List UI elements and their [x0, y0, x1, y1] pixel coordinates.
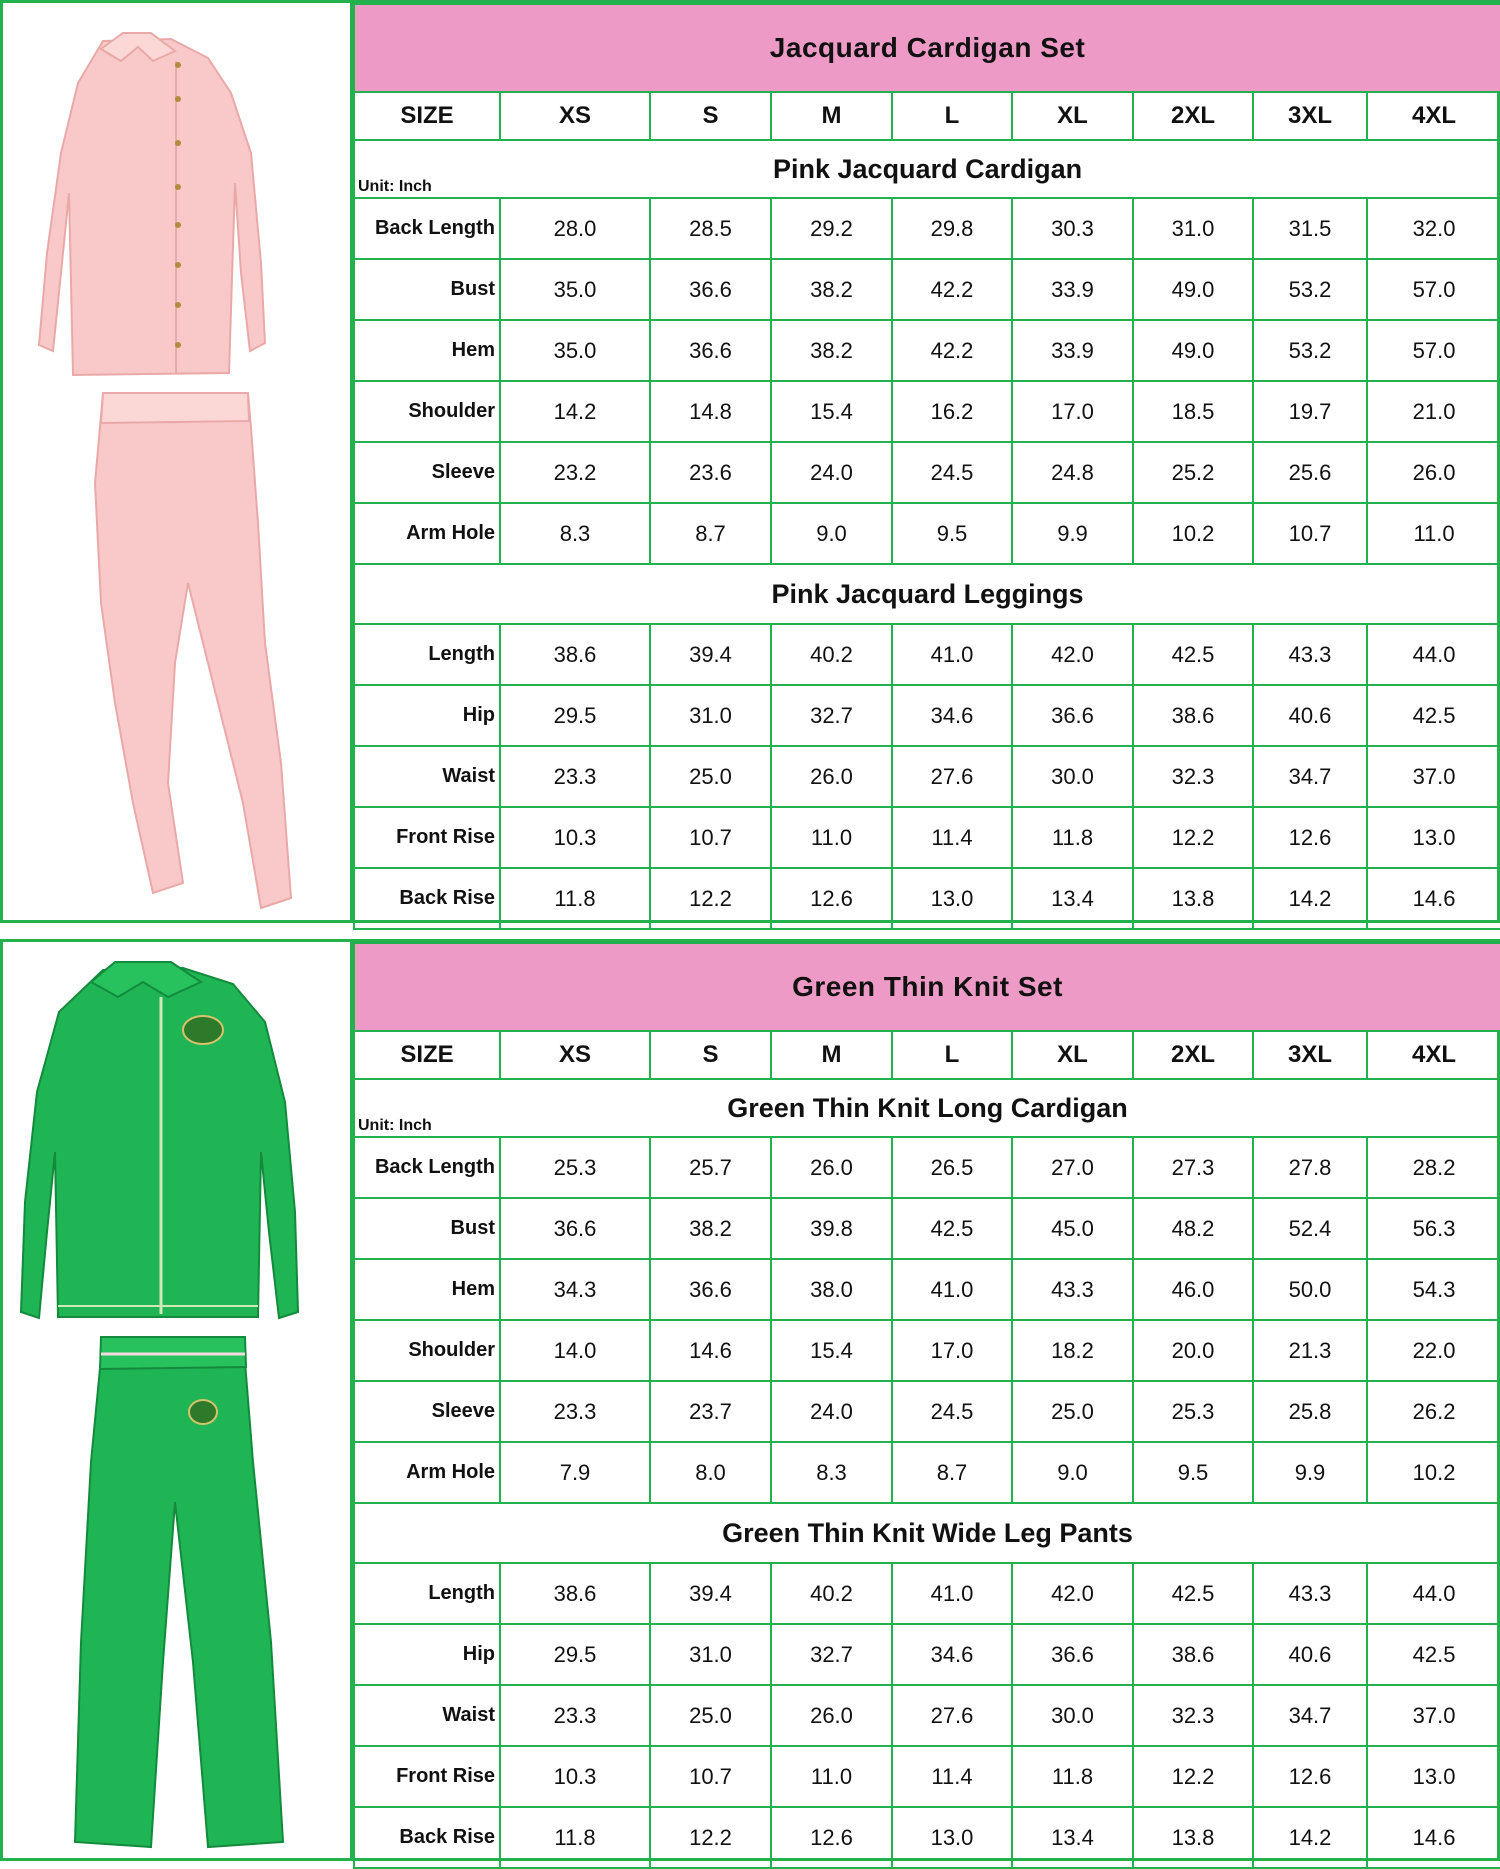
measurement-cell: 14.2 — [1253, 1807, 1367, 1868]
row-label: Shoulder — [354, 381, 500, 442]
measurement-cell: 23.3 — [500, 1381, 650, 1442]
measurement-cell: 11.8 — [500, 868, 650, 929]
measurement-cell: 25.3 — [1133, 1381, 1253, 1442]
measurement-cell: 54.3 — [1367, 1259, 1500, 1320]
measurement-cell: 35.0 — [500, 320, 650, 381]
measurement-cell: 10.7 — [1253, 503, 1367, 564]
measurement-cell: 14.2 — [1253, 868, 1367, 929]
section-name: Green Thin Knit Long Cardigan — [727, 1092, 1128, 1123]
measurement-cell: 35.0 — [500, 259, 650, 320]
size-header: 2XL — [1133, 1031, 1253, 1079]
table-row — [354, 1624, 1500, 1685]
measurement-cell: 10.2 — [1133, 503, 1253, 564]
row-label: Back Length — [354, 198, 500, 259]
table-row — [354, 259, 1500, 320]
measurement-cell: 36.6 — [650, 259, 771, 320]
size-header: S — [650, 92, 771, 140]
measurement-cell: 31.0 — [650, 685, 771, 746]
measurement-cell: 24.0 — [771, 442, 892, 503]
row-label: Arm Hole — [354, 1442, 500, 1503]
measurement-cell: 11.0 — [1367, 503, 1500, 564]
measurement-cell: 38.0 — [771, 1259, 892, 1320]
size-header: M — [771, 1031, 892, 1079]
measurement-cell: 24.5 — [892, 1381, 1012, 1442]
measurement-cell: 14.8 — [650, 381, 771, 442]
measurement-cell: 41.0 — [892, 624, 1012, 685]
measurement-cell: 30.0 — [1012, 746, 1133, 807]
table-row — [354, 1198, 1500, 1259]
measurement-cell: 33.9 — [1012, 259, 1133, 320]
measurement-cell: 9.5 — [892, 503, 1012, 564]
product-images-pink — [3, 3, 353, 920]
size-header: 3XL — [1253, 1031, 1367, 1079]
measurement-cell: 9.9 — [1253, 1442, 1367, 1503]
measurement-cell: 13.8 — [1133, 1807, 1253, 1868]
measurement-cell: 9.9 — [1012, 503, 1133, 564]
measurement-cell: 34.3 — [500, 1259, 650, 1320]
measurement-cell: 42.5 — [892, 1198, 1012, 1259]
table-row — [354, 1685, 1500, 1746]
measurement-cell: 13.0 — [1367, 1746, 1500, 1807]
measurement-cell: 24.5 — [892, 442, 1012, 503]
measurement-cell: 27.6 — [892, 746, 1012, 807]
size-header: M — [771, 92, 892, 140]
measurement-cell: 8.3 — [771, 1442, 892, 1503]
measurement-cell: 25.0 — [650, 746, 771, 807]
measurement-cell: 21.0 — [1367, 381, 1500, 442]
measurement-cell: 36.6 — [650, 320, 771, 381]
measurement-cell: 14.6 — [1367, 868, 1500, 929]
table-row — [354, 868, 1500, 929]
measurement-cell: 13.0 — [1367, 807, 1500, 868]
size-header: L — [892, 1031, 1012, 1079]
row-label: Arm Hole — [354, 503, 500, 564]
size-header: 3XL — [1253, 92, 1367, 140]
measurement-cell: 13.0 — [892, 1807, 1012, 1868]
measurement-cell: 10.7 — [650, 1746, 771, 1807]
crest-icon — [189, 1400, 217, 1424]
measurement-cell: 29.5 — [500, 1624, 650, 1685]
size-header: 4XL — [1367, 92, 1500, 140]
measurement-cell: 40.2 — [771, 624, 892, 685]
measurement-cell: 43.3 — [1253, 1563, 1367, 1624]
measurement-cell: 34.7 — [1253, 1685, 1367, 1746]
table-row — [354, 381, 1500, 442]
table-row — [354, 1320, 1500, 1381]
unit-label: Unit: Inch — [358, 1117, 432, 1134]
measurement-cell: 36.6 — [1012, 685, 1133, 746]
measurement-cell: 32.3 — [1133, 746, 1253, 807]
measurement-cell: 38.6 — [500, 1563, 650, 1624]
measurement-cell: 31.0 — [1133, 198, 1253, 259]
size-table — [353, 942, 1500, 1869]
measurement-cell: 40.6 — [1253, 1624, 1367, 1685]
measurement-cell: 15.4 — [771, 381, 892, 442]
measurement-cell: 39.8 — [771, 1198, 892, 1259]
measurement-cell: 56.3 — [1367, 1198, 1500, 1259]
measurement-cell: 18.5 — [1133, 381, 1253, 442]
measurement-cell: 37.0 — [1367, 746, 1500, 807]
measurement-cell: 12.2 — [1133, 1746, 1253, 1807]
measurement-cell: 14.2 — [500, 381, 650, 442]
size-header: 2XL — [1133, 92, 1253, 140]
measurement-cell: 26.0 — [771, 1137, 892, 1198]
pink-cardigan-image — [39, 33, 265, 375]
section-name: Pink Jacquard Cardigan — [773, 153, 1083, 184]
measurement-cell: 10.2 — [1367, 1442, 1500, 1503]
size-header: L — [892, 92, 1012, 140]
section-title — [354, 140, 1500, 198]
measurement-cell: 42.2 — [892, 259, 1012, 320]
measurement-cell: 43.3 — [1253, 624, 1367, 685]
measurement-cell: 26.0 — [771, 746, 892, 807]
measurement-cell: 32.7 — [771, 685, 892, 746]
measurement-cell: 49.0 — [1133, 320, 1253, 381]
measurement-cell: 53.2 — [1253, 259, 1367, 320]
measurement-cell: 12.2 — [650, 1807, 771, 1868]
measurement-cell: 31.0 — [650, 1624, 771, 1685]
measurement-cell: 32.3 — [1133, 1685, 1253, 1746]
measurement-cell: 16.2 — [892, 381, 1012, 442]
measurement-cell: 34.6 — [892, 685, 1012, 746]
measurement-cell: 19.7 — [1253, 381, 1367, 442]
measurement-cell: 13.8 — [1133, 868, 1253, 929]
measurement-cell: 9.0 — [1012, 1442, 1133, 1503]
measurement-cell: 23.7 — [650, 1381, 771, 1442]
measurement-cell: 57.0 — [1367, 320, 1500, 381]
measurement-cell: 23.3 — [500, 746, 650, 807]
measurement-cell: 17.0 — [1012, 381, 1133, 442]
table-row — [354, 1563, 1500, 1624]
table-row — [354, 320, 1500, 381]
table-row — [354, 198, 1500, 259]
measurement-cell: 33.9 — [1012, 320, 1133, 381]
measurement-cell: 42.5 — [1367, 1624, 1500, 1685]
table-row — [354, 1137, 1500, 1198]
size-header: XS — [500, 92, 650, 140]
size-header: SIZE — [354, 1031, 500, 1079]
size-table — [353, 3, 1500, 930]
row-label: Hem — [354, 1259, 500, 1320]
green-garments-illustration — [3, 942, 350, 1861]
measurement-cell: 29.5 — [500, 685, 650, 746]
measurement-cell: 13.0 — [892, 868, 1012, 929]
row-label: Sleeve — [354, 1381, 500, 1442]
table-row — [354, 685, 1500, 746]
measurement-cell: 14.6 — [650, 1320, 771, 1381]
measurement-cell: 31.5 — [1253, 198, 1367, 259]
measurement-cell: 38.2 — [650, 1198, 771, 1259]
measurement-cell: 10.3 — [500, 807, 650, 868]
measurement-cell: 40.2 — [771, 1563, 892, 1624]
measurement-cell: 11.8 — [1012, 807, 1133, 868]
row-label: Length — [354, 1563, 500, 1624]
row-label: Bust — [354, 1198, 500, 1259]
measurement-cell: 15.4 — [771, 1320, 892, 1381]
measurement-cell: 12.2 — [1133, 807, 1253, 868]
measurement-cell: 50.0 — [1253, 1259, 1367, 1320]
measurement-cell: 11.4 — [892, 1746, 1012, 1807]
measurement-cell: 12.6 — [1253, 1746, 1367, 1807]
measurement-cell: 23.3 — [500, 1685, 650, 1746]
measurement-cell: 14.6 — [1367, 1807, 1500, 1868]
measurement-cell: 38.6 — [1133, 1624, 1253, 1685]
size-header: 4XL — [1367, 1031, 1500, 1079]
measurement-cell: 39.4 — [650, 624, 771, 685]
measurement-cell: 36.6 — [1012, 1624, 1133, 1685]
measurement-cell: 17.0 — [892, 1320, 1012, 1381]
measurement-cell: 27.3 — [1133, 1137, 1253, 1198]
measurement-cell: 38.2 — [771, 259, 892, 320]
row-label: Length — [354, 624, 500, 685]
measurement-cell: 27.0 — [1012, 1137, 1133, 1198]
measurement-cell: 29.8 — [892, 198, 1012, 259]
measurement-cell: 34.6 — [892, 1624, 1012, 1685]
measurement-cell: 42.5 — [1367, 685, 1500, 746]
measurement-cell: 11.0 — [771, 807, 892, 868]
measurement-cell: 38.2 — [771, 320, 892, 381]
green-cardigan-image — [21, 962, 298, 1318]
measurement-cell: 24.0 — [771, 1381, 892, 1442]
row-label: Sleeve — [354, 442, 500, 503]
measurement-cell: 42.5 — [1133, 1563, 1253, 1624]
measurement-cell: 25.0 — [650, 1685, 771, 1746]
measurement-cell: 8.0 — [650, 1442, 771, 1503]
measurement-cell: 13.4 — [1012, 868, 1133, 929]
table-row — [354, 624, 1500, 685]
size-header: SIZE — [354, 92, 500, 140]
measurement-cell: 40.6 — [1253, 685, 1367, 746]
size-header: XS — [500, 1031, 650, 1079]
row-label: Hip — [354, 685, 500, 746]
measurement-cell: 27.6 — [892, 1685, 1012, 1746]
size-header: XL — [1012, 1031, 1133, 1079]
row-label: Waist — [354, 1685, 500, 1746]
row-label: Bust — [354, 259, 500, 320]
measurement-cell: 26.0 — [1367, 442, 1500, 503]
measurement-cell: 12.6 — [771, 868, 892, 929]
measurement-cell: 29.2 — [771, 198, 892, 259]
section-title — [354, 1079, 1500, 1137]
measurement-cell: 46.0 — [1133, 1259, 1253, 1320]
measurement-cell: 44.0 — [1367, 624, 1500, 685]
measurement-cell: 41.0 — [892, 1563, 1012, 1624]
measurement-cell: 28.5 — [650, 198, 771, 259]
measurement-cell: 9.5 — [1133, 1442, 1253, 1503]
measurement-cell: 25.6 — [1253, 442, 1367, 503]
measurement-cell: 13.4 — [1012, 1807, 1133, 1868]
measurement-cell: 36.6 — [500, 1198, 650, 1259]
measurement-cell: 27.8 — [1253, 1137, 1367, 1198]
table-row — [354, 807, 1500, 868]
measurement-cell: 28.2 — [1367, 1137, 1500, 1198]
table-row — [354, 1259, 1500, 1320]
table-row — [354, 503, 1500, 564]
measurement-cell: 32.0 — [1367, 198, 1500, 259]
crest-icon — [183, 1016, 223, 1044]
table-row — [354, 1807, 1500, 1868]
measurement-cell: 25.0 — [1012, 1381, 1133, 1442]
measurement-cell: 10.3 — [500, 1746, 650, 1807]
measurement-cell: 12.6 — [771, 1807, 892, 1868]
measurement-cell: 23.2 — [500, 442, 650, 503]
measurement-cell: 30.3 — [1012, 198, 1133, 259]
measurement-cell: 11.4 — [892, 807, 1012, 868]
measurement-cell: 8.7 — [650, 503, 771, 564]
measurement-cell: 23.6 — [650, 442, 771, 503]
measurement-cell: 22.0 — [1367, 1320, 1500, 1381]
row-label: Hem — [354, 320, 500, 381]
green-pants-image — [75, 1337, 283, 1847]
measurement-cell: 25.3 — [500, 1137, 650, 1198]
measurement-cell: 52.4 — [1253, 1198, 1367, 1259]
measurement-cell: 42.0 — [1012, 1563, 1133, 1624]
set-title: Jacquard Cardigan Set — [354, 4, 1500, 92]
measurement-cell: 12.2 — [650, 868, 771, 929]
measurement-cell: 7.9 — [500, 1442, 650, 1503]
measurement-cell: 26.0 — [771, 1685, 892, 1746]
measurement-cell: 37.0 — [1367, 1685, 1500, 1746]
measurement-cell: 43.3 — [1012, 1259, 1133, 1320]
measurement-cell: 57.0 — [1367, 259, 1500, 320]
table-row — [354, 1746, 1500, 1807]
row-label: Shoulder — [354, 1320, 500, 1381]
measurement-cell: 11.8 — [500, 1807, 650, 1868]
measurement-cell: 44.0 — [1367, 1563, 1500, 1624]
row-label: Front Rise — [354, 1746, 500, 1807]
measurement-cell: 38.6 — [500, 624, 650, 685]
row-label: Waist — [354, 746, 500, 807]
measurement-cell: 28.0 — [500, 198, 650, 259]
measurement-cell: 10.7 — [650, 807, 771, 868]
size-header: S — [650, 1031, 771, 1079]
measurement-cell: 25.7 — [650, 1137, 771, 1198]
measurement-cell: 34.7 — [1253, 746, 1367, 807]
measurement-cell: 36.6 — [650, 1259, 771, 1320]
row-label: Hip — [354, 1624, 500, 1685]
product-images-green — [3, 942, 353, 1858]
measurement-cell: 42.2 — [892, 320, 1012, 381]
table-row — [354, 1442, 1500, 1503]
measurement-cell: 26.5 — [892, 1137, 1012, 1198]
measurement-cell: 38.6 — [1133, 685, 1253, 746]
measurement-cell: 18.2 — [1012, 1320, 1133, 1381]
measurement-cell: 12.6 — [1253, 807, 1367, 868]
size-chart-green-set — [0, 939, 1500, 1861]
measurement-cell: 25.2 — [1133, 442, 1253, 503]
pink-leggings-image — [95, 393, 291, 908]
size-chart-jacquard-set — [0, 0, 1500, 923]
row-label: Front Rise — [354, 807, 500, 868]
row-label: Back Rise — [354, 868, 500, 929]
table-row — [354, 442, 1500, 503]
measurement-cell: 32.7 — [771, 1624, 892, 1685]
set-title: Green Thin Knit Set — [354, 943, 1500, 1031]
measurement-cell: 24.8 — [1012, 442, 1133, 503]
pink-garments-illustration — [3, 3, 350, 923]
measurement-cell: 42.5 — [1133, 624, 1253, 685]
measurement-cell: 8.3 — [500, 503, 650, 564]
measurement-cell: 53.2 — [1253, 320, 1367, 381]
measurement-cell: 14.0 — [500, 1320, 650, 1381]
measurement-cell: 45.0 — [1012, 1198, 1133, 1259]
unit-label: Unit: Inch — [358, 178, 432, 195]
measurement-cell: 25.8 — [1253, 1381, 1367, 1442]
measurement-cell: 49.0 — [1133, 259, 1253, 320]
measurement-cell: 11.8 — [1012, 1746, 1133, 1807]
row-label: Back Length — [354, 1137, 500, 1198]
section-title: Pink Jacquard Leggings — [354, 564, 1500, 624]
measurement-cell: 26.2 — [1367, 1381, 1500, 1442]
measurement-cell: 30.0 — [1012, 1685, 1133, 1746]
measurement-cell: 20.0 — [1133, 1320, 1253, 1381]
measurement-cell: 39.4 — [650, 1563, 771, 1624]
row-label: Back Rise — [354, 1807, 500, 1868]
table-row — [354, 1381, 1500, 1442]
measurement-cell: 48.2 — [1133, 1198, 1253, 1259]
measurement-cell: 11.0 — [771, 1746, 892, 1807]
measurement-cell: 41.0 — [892, 1259, 1012, 1320]
measurement-cell: 9.0 — [771, 503, 892, 564]
table-row — [354, 746, 1500, 807]
measurement-cell: 21.3 — [1253, 1320, 1367, 1381]
measurement-cell: 8.7 — [892, 1442, 1012, 1503]
size-header: XL — [1012, 92, 1133, 140]
section-title: Green Thin Knit Wide Leg Pants — [354, 1503, 1500, 1563]
measurement-cell: 42.0 — [1012, 624, 1133, 685]
